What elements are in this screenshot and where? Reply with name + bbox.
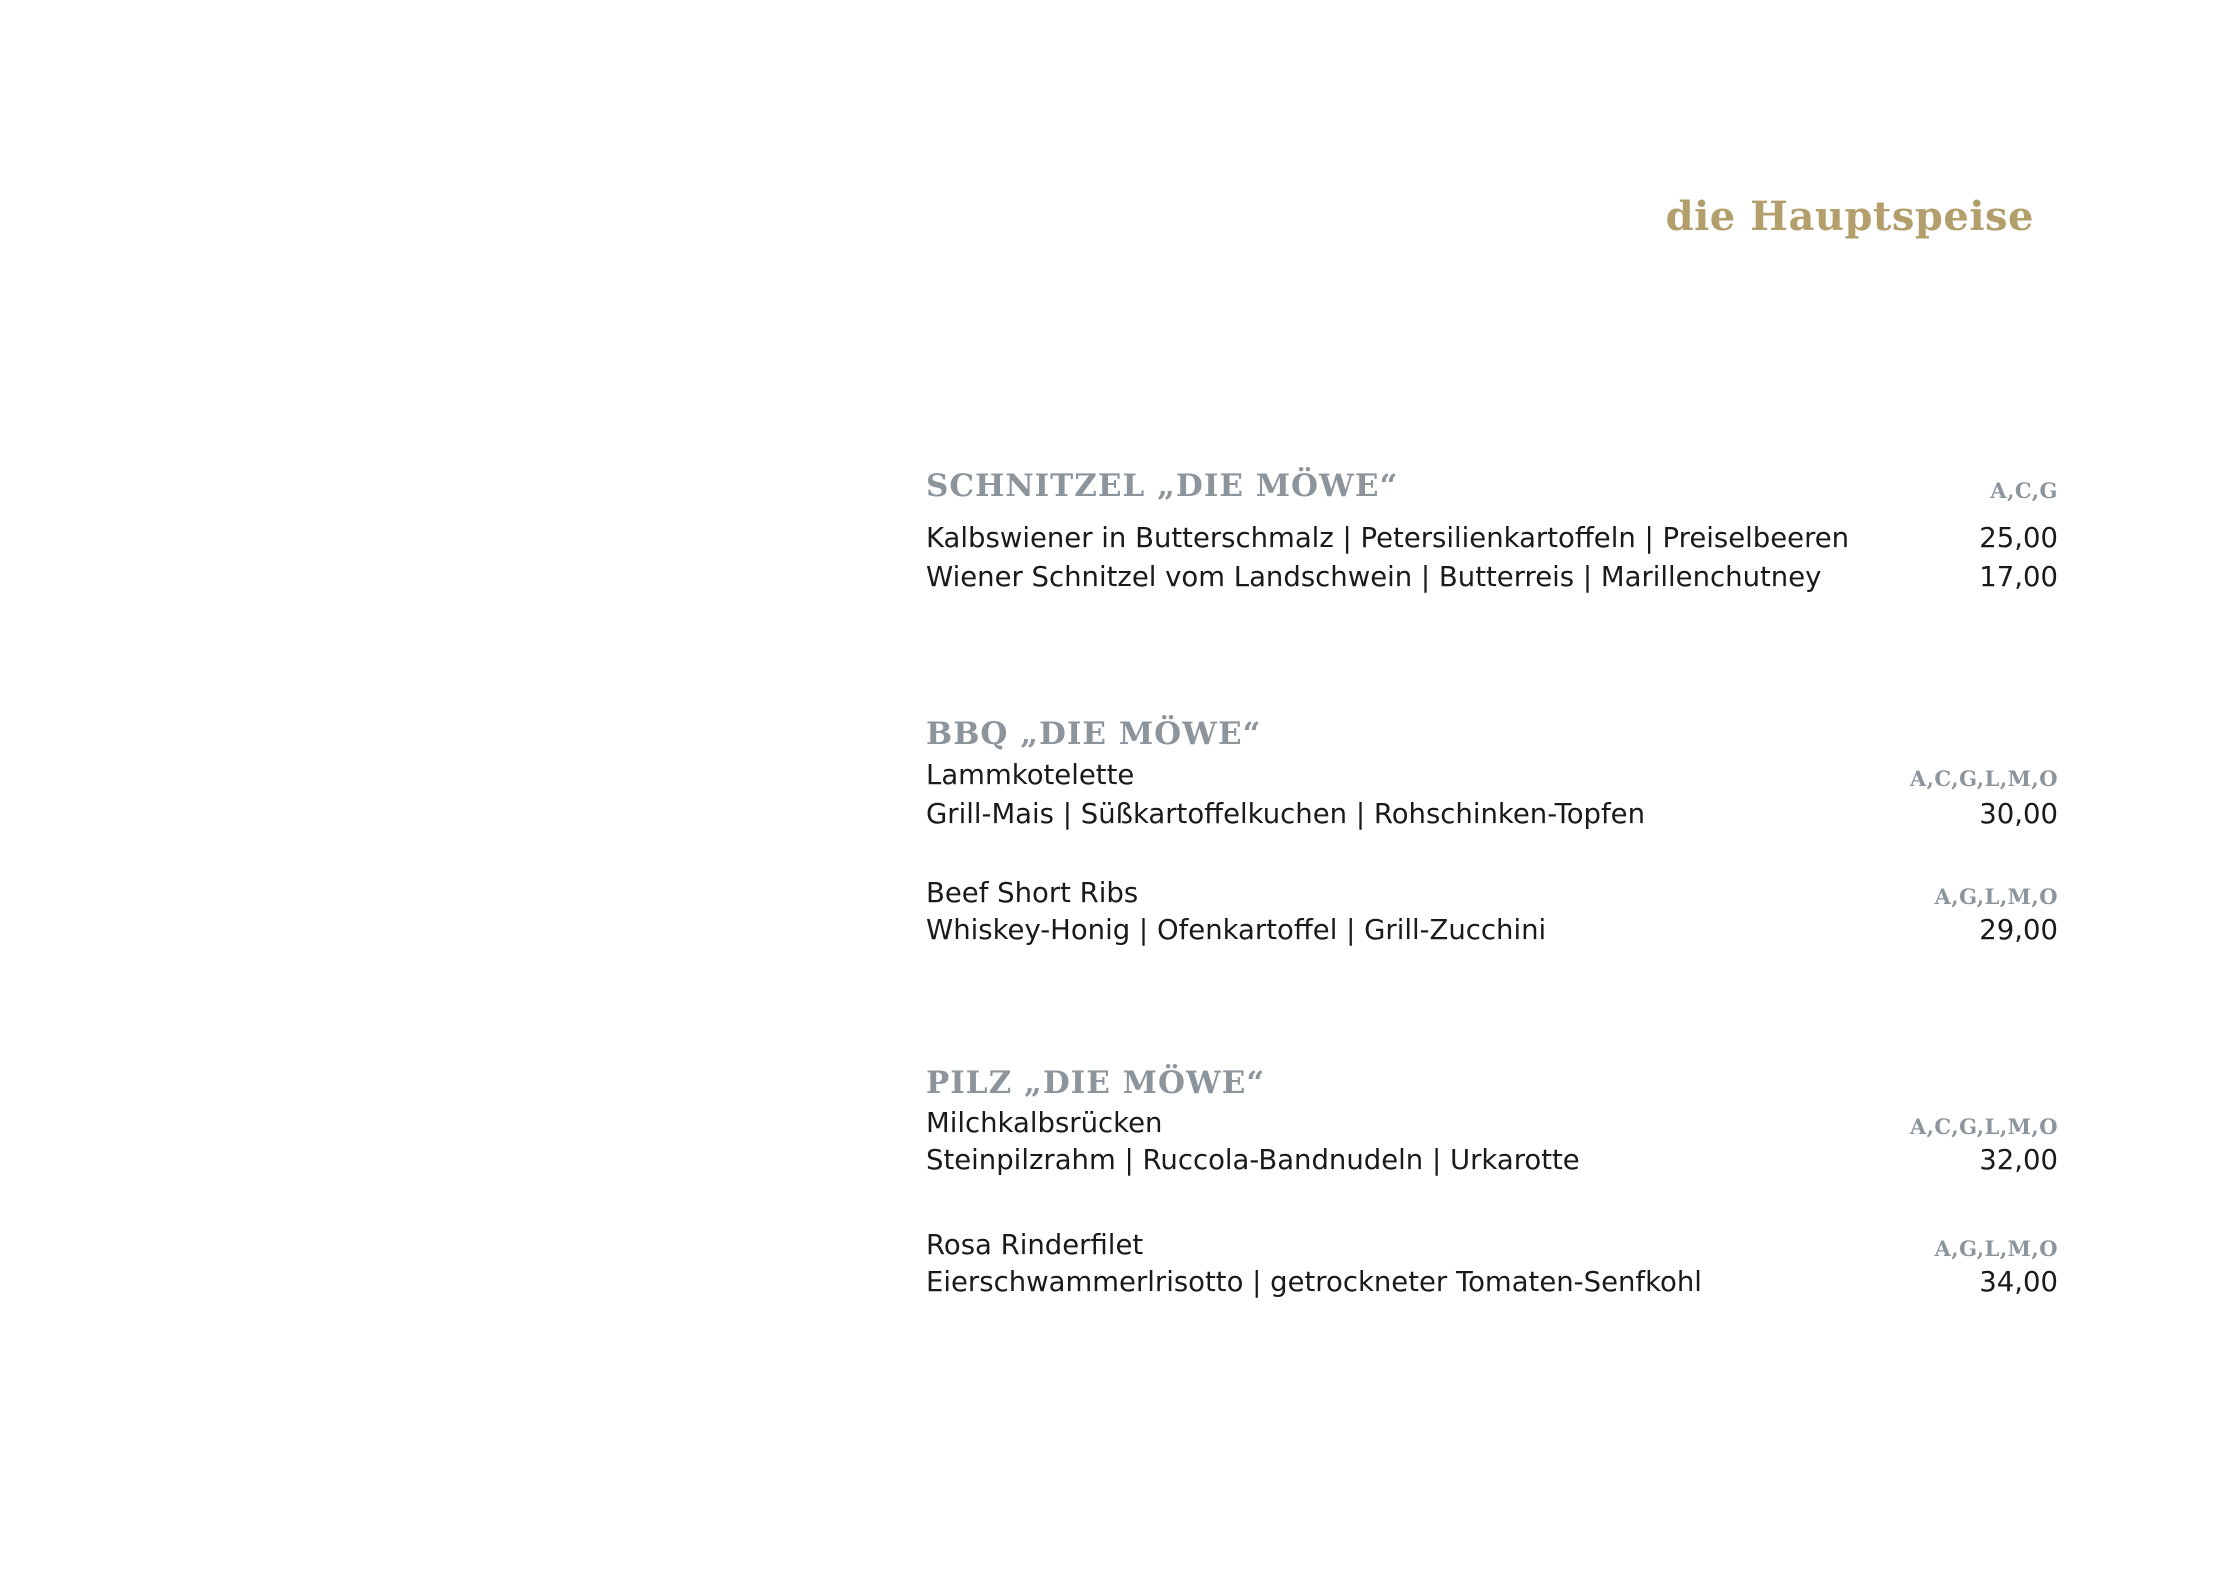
dish-name: Lammkotelette	[926, 759, 1135, 791]
menu-item-description: Wiener Schnitzel vom Landschwein | Butterreis | Marillenchutney	[926, 561, 1822, 593]
dish-allergens: A,G,L,M,O	[1934, 1236, 2058, 1261]
dish-name: Milchkalbsrücken	[926, 1107, 1163, 1139]
dish-sides: Eierschwammerlrisotto | getrockneter Tomaten-Senfkohl	[926, 1266, 1702, 1298]
dish-sides: Whiskey-Honig | Ofenkartoffel | Grill-Zucchini	[926, 914, 1547, 946]
section-heading-schnitzel: SCHNITZEL „DIE MÖWE“	[926, 468, 1399, 504]
page-title: die Hauptspeise	[1665, 193, 2034, 240]
dish-name: Rosa Rinderfilet	[926, 1229, 1144, 1261]
dish-price: 32,00	[1979, 1144, 2058, 1176]
dish-allergens: A,C,G,L,M,O	[1909, 766, 2058, 791]
dish-price: 30,00	[1979, 798, 2058, 830]
menu-item-price: 25,00	[1979, 522, 2058, 554]
menu-item-description: Kalbswiener in Butterschmalz | Petersilienkartoffeln | Preiselbeeren	[926, 522, 1850, 554]
section-heading-pilz: PILZ „DIE MÖWE“	[926, 1065, 1266, 1101]
dish-sides: Steinpilzrahm | Ruccola-Bandnudeln | Urkarotte	[926, 1144, 1580, 1176]
dish-allergens: A,G,L,M,O	[1934, 884, 2058, 909]
menu-item-price: 17,00	[1979, 561, 2058, 593]
section-heading-bbq: BBQ „DIE MÖWE“	[926, 716, 1262, 752]
dish-price: 34,00	[1979, 1266, 2058, 1298]
dish-sides: Grill-Mais | Süßkartoffelkuchen | Rohschinken-Topfen	[926, 798, 1646, 830]
dish-name: Beef Short Ribs	[926, 877, 1139, 909]
dish-allergens: A,C,G,L,M,O	[1909, 1114, 2058, 1139]
dish-price: 29,00	[1979, 914, 2058, 946]
allergens-schnitzel: A,C,G	[1990, 478, 2058, 503]
